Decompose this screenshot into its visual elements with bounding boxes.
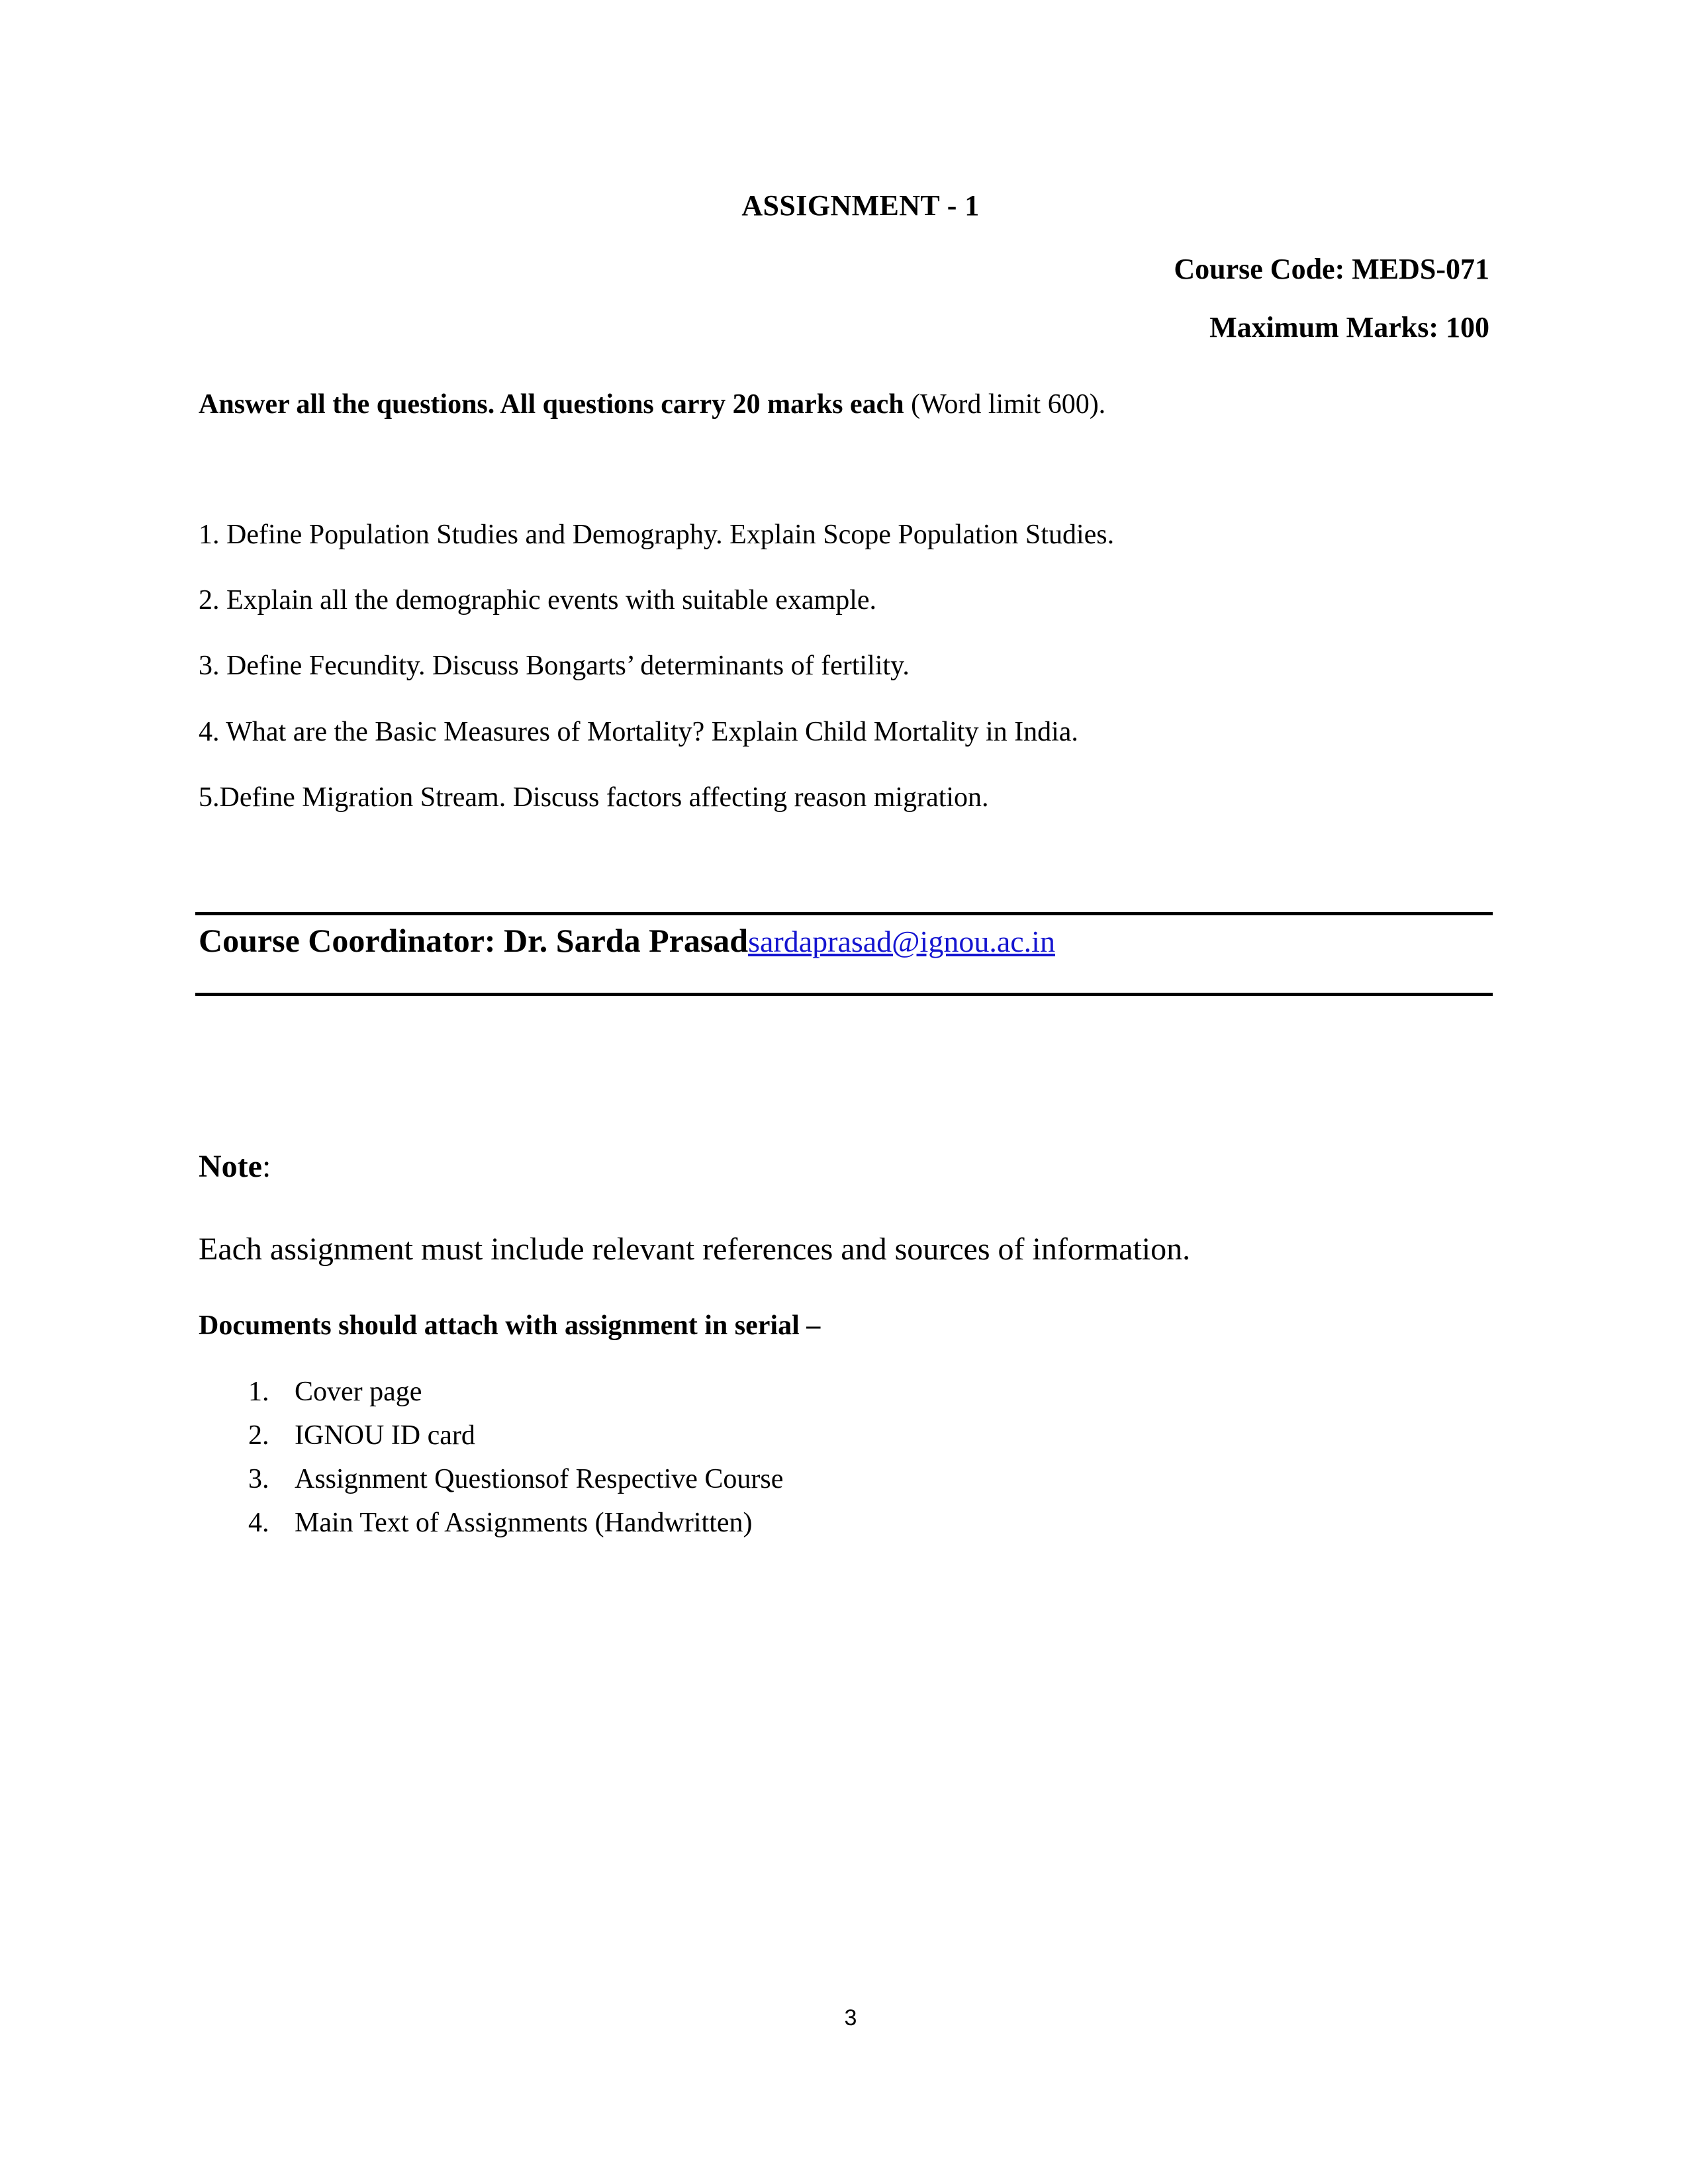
note-heading-word: Note — [199, 1149, 262, 1184]
instruction-line — [199, 388, 1496, 420]
list-item-number: 3. — [248, 1464, 269, 1494]
note-heading-colon: : — [261, 1149, 271, 1184]
maximum-marks: Maximum Marks: 100 — [1209, 311, 1489, 343]
question-item: 1. Define Population Studies and Demography. Explain Scope Population Studies. — [199, 520, 1115, 550]
documents-list — [248, 1378, 1440, 1553]
list-item — [248, 1509, 1440, 1537]
course-coordinator-label: Course Coordinator: Dr. Sarda Prasad — [199, 922, 749, 959]
header-meta-block — [199, 255, 1489, 342]
coordinator-rule-bottom — [195, 993, 1493, 996]
instruction-normal-text: (Word limit 600). — [904, 389, 1106, 420]
instruction-bold-text: Answer all the questions. All questions carry 20 marks each — [199, 389, 904, 420]
question-item: 2. Explain all the demographic events with suitable example. — [199, 585, 877, 616]
question-list — [199, 520, 1496, 848]
page-title: ASSIGNMENT - 1 — [741, 189, 980, 222]
list-item-label: Main Text of Assignments (Handwritten) — [295, 1508, 753, 1538]
list-item-label: Cover page — [295, 1377, 422, 1407]
question-item: 3. Define Fecundity. Discuss Bongarts’ determinants of fertility. — [199, 651, 910, 682]
note-body-text: Each assignment must include relevant references and sources of information. — [199, 1232, 1191, 1267]
question-item: 5.Define Migration Stream. Discuss factors affecting reason migration. — [199, 782, 989, 813]
documents-heading: Documents should attach with assignment in serial – — [199, 1310, 821, 1341]
page-number: 3 — [844, 2005, 857, 2030]
course-coordinator-line — [199, 922, 1496, 960]
list-item — [248, 1422, 1440, 1449]
list-item-number: 1. — [248, 1377, 269, 1407]
list-item-label: Assignment Questionsof Respective Course — [295, 1464, 784, 1494]
list-item-number: 2. — [248, 1420, 269, 1451]
list-item — [248, 1378, 1440, 1406]
question-item: 4. What are the Basic Measures of Mortality? Explain Child Mortality in India. — [199, 716, 1078, 747]
list-item-number: 4. — [248, 1508, 269, 1538]
coordinator-email-link[interactable]: sardaprasad@ignou.ac.in — [748, 925, 1055, 958]
list-item — [248, 1465, 1440, 1493]
list-item-label: IGNOU ID card — [295, 1420, 475, 1451]
course-code: Course Code: MEDS-071 — [1174, 253, 1489, 285]
note-heading — [199, 1150, 271, 1185]
coordinator-rule-top — [195, 912, 1493, 915]
